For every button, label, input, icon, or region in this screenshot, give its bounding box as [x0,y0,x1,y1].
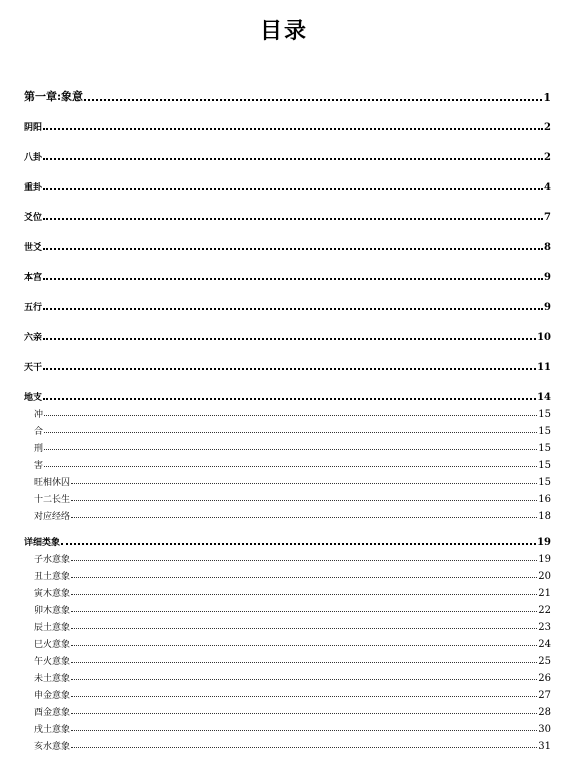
toc-section-entry[interactable] [24,237,551,253]
toc-page-number: 9 [544,272,551,283]
toc-page-number: 19 [538,554,551,565]
toc-entry-label: 未土意象 [34,674,71,684]
table-of-contents [24,84,551,752]
toc-section-entry[interactable] [24,267,551,283]
toc-subentry[interactable] [24,633,551,650]
group-spacer [24,522,551,532]
toc-subentry[interactable] [24,565,551,582]
toc-entry-label: 八卦 [24,153,43,163]
toc-entry-label: 十二长生 [34,495,71,505]
toc-entry-label: 本宫 [24,273,43,283]
toc-section-entry[interactable] [24,117,551,133]
dot-leader [71,517,537,518]
dot-leader [71,713,537,714]
toc-subentry[interactable] [24,718,551,735]
dot-leader [71,577,537,578]
dot-leader [43,248,543,250]
toc-subentry[interactable] [24,505,551,522]
dot-leader [61,543,536,545]
toc-subentry[interactable] [24,471,551,488]
dot-leader [43,278,543,280]
toc-subentry[interactable] [24,616,551,633]
toc-page-number: 31 [538,741,551,752]
dot-leader [71,696,537,697]
toc-subentry[interactable] [24,735,551,752]
dot-leader [71,730,537,731]
toc-entry-label: 酉金意象 [34,708,71,718]
dot-leader [43,398,536,400]
toc-entry-label: 详细类象 [24,538,61,548]
toc-entry-label: 阴阳 [24,123,43,133]
toc-entry-label: 子水意象 [34,555,71,565]
toc-page-number: 22 [538,605,551,616]
toc-page-number: 1 [543,91,551,104]
toc-entry-label: 辰土意象 [34,623,71,633]
toc-page-number: 16 [538,494,551,505]
toc-subentry[interactable] [24,667,551,684]
dot-leader [71,560,537,561]
toc-subentry[interactable] [24,650,551,667]
toc-subentry[interactable] [24,437,551,454]
dot-leader [84,99,542,101]
toc-xiangxi-group [24,532,551,752]
toc-page-number: 14 [537,392,551,403]
toc-entry-label: 亥水意象 [34,742,71,752]
toc-subentry[interactable] [24,403,551,420]
toc-entry-label: 地支 [24,393,43,403]
toc-page-number: 15 [538,460,551,471]
toc-section-entry[interactable] [24,387,551,403]
toc-page-number: 10 [537,332,551,343]
toc-page-number: 26 [538,673,551,684]
toc-page-number: 11 [537,362,551,373]
toc-page-number: 7 [544,212,551,223]
toc-entry-label: 五行 [24,303,43,313]
toc-entry-label: 爻位 [24,213,43,223]
toc-entry-label: 戌土意象 [34,725,71,735]
dot-leader [43,218,543,220]
toc-entry-label: 寅木意象 [34,589,71,599]
dot-leader [43,128,543,130]
toc-page-number: 18 [538,511,551,522]
toc-section-entry[interactable] [24,177,551,193]
toc-entry-label: 冲 [34,410,44,420]
toc-entry-label: 对应经络 [34,512,71,522]
toc-page-number: 2 [544,122,551,133]
dot-leader [71,500,537,501]
dot-leader [43,368,536,370]
toc-subentry[interactable] [24,599,551,616]
toc-entry-label: 害 [34,461,44,471]
toc-dizhi-group [24,387,551,522]
toc-entry-label: 丑土意象 [34,572,71,582]
toc-entry-label: 巳火意象 [34,640,71,650]
toc-subentry[interactable] [24,701,551,718]
toc-subentry[interactable] [24,582,551,599]
toc-page-number: 4 [544,182,551,193]
dot-leader [71,662,537,663]
toc-entry-label: 申金意象 [34,691,71,701]
dot-leader [44,466,537,467]
toc-entry-label: 刑 [34,444,44,454]
toc-section-entry[interactable] [24,327,551,343]
toc-subentry[interactable] [24,488,551,505]
toc-page-number: 2 [544,152,551,163]
dot-leader [44,415,537,416]
toc-page-number: 15 [538,477,551,488]
dot-leader [71,483,537,484]
dot-leader [44,449,537,450]
dot-leader [43,338,536,340]
toc-section-entry[interactable] [24,532,551,548]
toc-entry-label: 卯木意象 [34,606,71,616]
toc-page-number: 9 [544,302,551,313]
toc-page-number: 21 [538,588,551,599]
dot-leader [71,747,537,748]
toc-entry-label: 世爻 [24,243,43,253]
toc-entry-label: 旺相休囚 [34,478,71,488]
toc-page-number: 20 [538,571,551,582]
dot-leader [71,611,537,612]
toc-subentry[interactable] [24,454,551,471]
toc-page-number: 15 [538,443,551,454]
dot-leader [71,645,537,646]
toc-subentry[interactable] [24,548,551,565]
page-title: 目录 [259,18,308,44]
dot-leader [43,158,543,160]
toc-page-number: 27 [538,690,551,701]
dot-leader [43,188,543,190]
toc-section-entry[interactable] [24,147,551,163]
toc-page-number: 15 [538,426,551,437]
toc-chapter-entry[interactable] [24,84,551,104]
toc-section-list [24,117,551,373]
toc-entry-label: 午火意象 [34,657,71,667]
dot-leader [44,432,537,433]
toc-entry-label: 第一章:象意 [24,90,84,103]
toc-page-number: 19 [537,537,551,548]
toc-page-number: 24 [538,639,551,650]
toc-subentry[interactable] [24,684,551,701]
dot-leader [71,679,537,680]
toc-section-entry[interactable] [24,357,551,373]
toc-subentry[interactable] [24,420,551,437]
toc-page-number: 15 [538,409,551,420]
toc-entry-label: 重卦 [24,183,43,193]
toc-page-number: 30 [538,724,551,735]
toc-section-entry[interactable] [24,297,551,313]
dot-leader [71,594,537,595]
toc-entry-label: 天干 [24,363,43,373]
toc-page-number: 8 [544,242,551,253]
toc-section-entry[interactable] [24,207,551,223]
dot-leader [43,308,543,310]
toc-entry-label: 合 [34,427,44,437]
toc-page-number: 28 [538,707,551,718]
toc-entry-label: 六亲 [24,333,43,343]
toc-page-number: 25 [538,656,551,667]
toc-page-number: 23 [538,622,551,633]
dot-leader [71,628,537,629]
